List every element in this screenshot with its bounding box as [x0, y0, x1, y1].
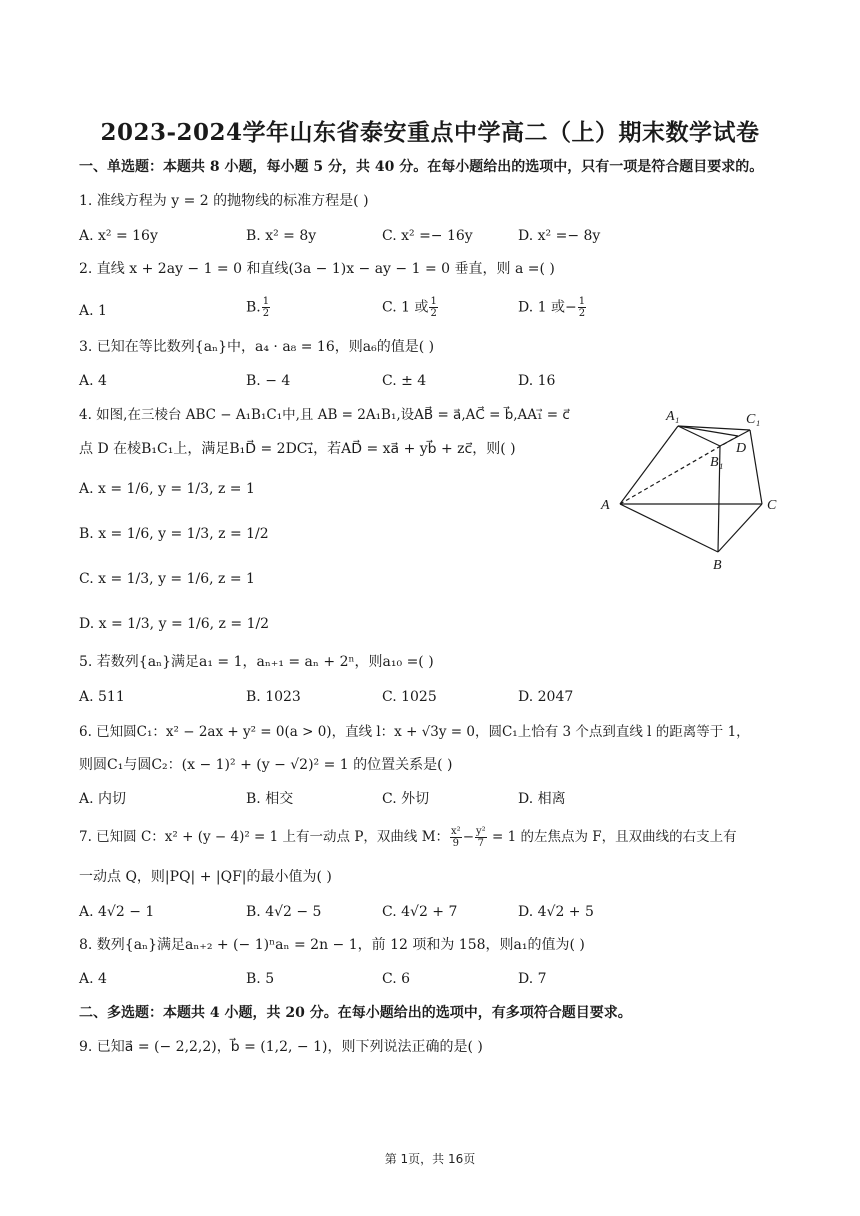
edge-b-c [718, 504, 762, 552]
fraction-one-half: $\frac{1}{2}$ [578, 296, 586, 319]
q6-option-b: B. 相交 [246, 791, 294, 807]
q6-option-c: C. 外切 [382, 791, 430, 807]
q1-option-a: A. x² = 16y [79, 228, 158, 244]
page-footer: 第 1页，共 16页 [384, 1152, 476, 1166]
label-d: D [736, 441, 747, 456]
section-multi-choice-header: 二、多选题：本题共 4 小题，共 20 分。在每小题给出的选项中，有多项符合题目要求。 [79, 1005, 632, 1021]
frustum-figure [596, 404, 786, 576]
q8-option-a: A. 4 [79, 971, 107, 987]
q2-option-a: A. 1 [79, 303, 107, 319]
q8-option-c: C. 6 [382, 971, 411, 987]
q3-option-a: A. 4 [79, 373, 107, 389]
q7-option-c: C. 4√2 + 7 [382, 904, 458, 920]
edge-a-a1 [620, 426, 678, 504]
question-6-stem-line1: 6. 已知圆C₁：x² − 2ax + y² = 0(a > 0)，直线 l：x + √3y = 0，圆C₁上恰有 3 个点到直线 l 的距离等于 1， [79, 724, 750, 740]
q6-option-a: A. 内切 [79, 791, 127, 807]
fraction-one-half: $\frac{1}{2}$ [262, 296, 270, 319]
question-3-stem: 3. 已知在等比数列{aₙ}中，a₄ · a₈ = 16，则a₆的值是( ) [79, 339, 435, 355]
question-2-stem: 2. 直线 x + 2ay − 1 = 0 和直线(3a − 1)x − ay − 1 = 0 垂直，则 a =( ) [79, 261, 555, 277]
question-4-stem-line2: 点 D 在棱B₁C₁上，满足B₁D⃗ = 2DC₁⃗，若AD⃗ = xa⃗ + yb⃗ + zc⃗，则( ) [79, 441, 516, 457]
q7-option-b: B. 4√2 − 5 [246, 904, 322, 920]
q4-option-a: A. x = 1/6, y = 1/3, z = 1 [79, 481, 255, 497]
q4-option-b: B. x = 1/6, y = 1/3, z = 1/2 [79, 526, 269, 542]
edge-a-d-dashed [620, 436, 738, 504]
q2-option-c: C. 1 或 $\frac{1}{2}$ [382, 296, 437, 319]
question-6-stem-line2: 则圆C₁与圆C₂：(x − 1)² + (y − √2)² = 1 的位置关系是( ) [79, 757, 453, 773]
label-c: C [767, 498, 777, 513]
q8-option-b: B. 5 [246, 971, 275, 987]
q5-option-b: B. 1023 [246, 689, 301, 705]
edge-a-b [620, 504, 718, 552]
label-b1: B₁ [710, 455, 724, 470]
q2-option-b: B. $\frac{1}{2}$ [246, 296, 270, 319]
q6-option-d: D. 相离 [518, 791, 566, 807]
fraction-y2-over-7: $\frac{\text{y²}}{7}$ [476, 826, 486, 849]
q7-option-a: A. 4√2 − 1 [79, 904, 155, 920]
q1-option-c: C. x² =− 16y [382, 228, 473, 244]
q3-option-c: C. ± 4 [382, 373, 427, 389]
q2-option-d: D. 1 或− $\frac{1}{2}$ [518, 296, 586, 319]
label-a: A [601, 498, 610, 513]
question-8-stem: 8. 数列{aₙ}满足aₙ₊₂ + (− 1)ⁿaₙ = 2n − 1，前 12 项和为 158，则a₁的值为( ) [79, 937, 585, 953]
label-b: B [713, 558, 722, 573]
edge-c-c1 [750, 430, 762, 504]
question-7-stem-line1: 7. 已知圆 C：x² + (y − 4)² = 1 上有一动点 P，双曲线 M： $\frac{\text{x²}}{9}$ − $\frac{\text{y²}}{7}$ = 1 的左焦点为 F，且双曲线的右支上有 [79, 826, 737, 849]
label-a1: A₁ [666, 409, 680, 424]
fraction-one-half: $\frac{1}{2}$ [430, 296, 437, 319]
q8-option-d: D. 7 [518, 971, 547, 987]
label-c1: C₁ [746, 412, 761, 427]
page-title: 2023-2024学年山东省泰安重点中学高二（上）期末数学试卷 [100, 119, 760, 146]
q3-option-b: B. − 4 [246, 373, 291, 389]
q1-option-b: B. x² = 8y [246, 228, 317, 244]
q7-option-d: D. 4√2 + 5 [518, 904, 594, 920]
q5-option-d: D. 2047 [518, 689, 574, 705]
question-9-stem: 9. 已知a⃗ = (− 2,2,2)，b⃗ = (1,2, − 1)，则下列说法正确的是( ) [79, 1039, 483, 1055]
question-1-stem: 1. 准线方程为 y = 2 的抛物线的标准方程是( ) [79, 193, 369, 209]
q5-option-a: A. 511 [79, 689, 125, 705]
q4-option-c: C. x = 1/3, y = 1/6, z = 1 [79, 571, 255, 587]
question-7-stem-line2: 一动点 Q，则|PQ| + |QF|的最小值为( ) [79, 869, 332, 885]
section-single-choice-header: 一、单选题：本题共 8 小题，每小题 5 分，共 40 分。在每小题给出的选项中，只有一项是符合题目要求的。 [79, 159, 764, 175]
q1-option-d: D. x² =− 8y [518, 228, 601, 244]
fraction-x2-over-9: $\frac{\text{x²}}{9}$ [451, 826, 461, 849]
question-5-stem: 5. 若数列{aₙ}满足a₁ = 1，aₙ₊₁ = aₙ + 2ⁿ，则a₁₀ =( ) [79, 654, 434, 670]
q5-option-c: C. 1025 [382, 689, 437, 705]
q4-option-d: D. x = 1/3, y = 1/6, z = 1/2 [79, 616, 270, 632]
q3-option-d: D. 16 [518, 373, 556, 389]
question-4-stem-line1: 4. 如图,在三棱台 ABC − A₁B₁C₁中,且 AB = 2A₁B₁,设AB⃗ = a⃗,AC⃗ = b⃗,AA₁⃗ = c⃗ [79, 407, 570, 423]
